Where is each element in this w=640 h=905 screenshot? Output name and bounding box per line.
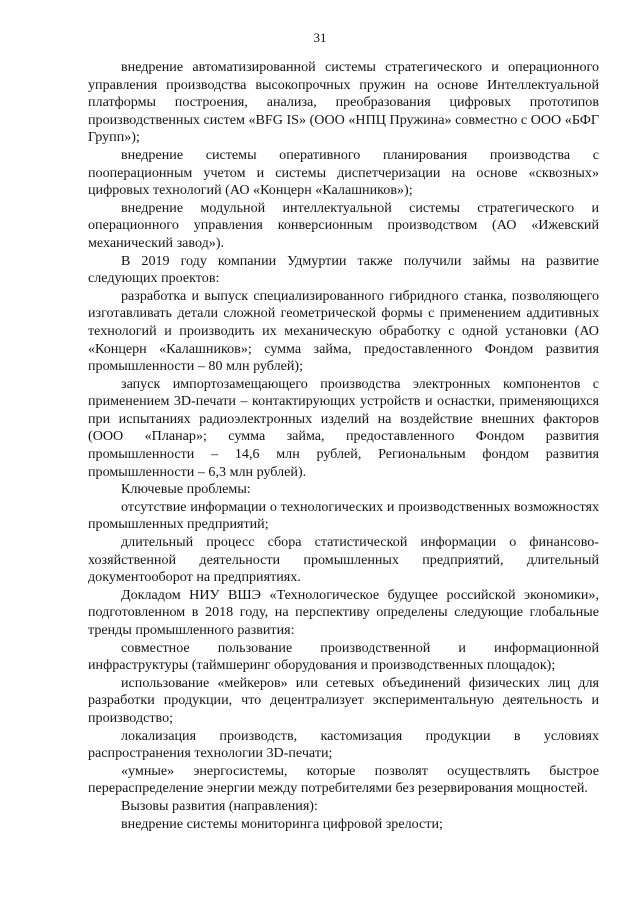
paragraph-izhmash-conversion: внедрение модульной интеллектуальной системы стратегического и операционного управления конверсионным производством (АО «Ижевский механический завод»).: [88, 199, 599, 251]
paragraph-trend-sharing: совместное пользование производственной и информационной инфраструктуры (таймшеринг оборудования и производственных площадок);: [88, 639, 599, 674]
paragraph-problem-statistics: длительный процесс сбора статистической информации о финансово-хозяйственной деятельности промышленных предприятий, длительный документооборот на предприятиях.: [88, 534, 599, 586]
paragraph-hse-report: Докладом НИУ ВШЭ «Технологическое будущее российской экономики», подготовленном в 2018 году, на перспективу определены следующие глобальные тренды промышленного развития:: [88, 586, 599, 638]
body-text: [88, 59, 599, 833]
paragraph-challenges-heading: Вызовы развития (направления):: [121, 797, 318, 814]
page-number: 31: [313, 30, 327, 45]
paragraph-digital-maturity: внедрение системы мониторинга цифровой зрелости;: [121, 815, 443, 832]
paragraph-hybrid-machine: разработка и выпуск специализированного гибридного станка, позволяющего изготавливать детали сложной геометрической формы с применением аддитивных технологий и производить их механическую обработку с одной установки (АО «Концерн «Калашников»; сумма займа, предоставленного Фондом развития промышленности – 80 млн рублей);: [88, 287, 599, 375]
paragraph-loans-intro: В 2019 году компании Удмуртии также получили займы на развитие следующих проектов:: [88, 252, 599, 287]
paragraph-kalashnikov-planning: внедрение системы оперативного планирования производства с пооперационным учетом и системы диспетчеризации на основе «сквозных» цифровых технологий (АО «Концерн «Калашников»);: [88, 146, 599, 199]
paragraph-trend-localization: локализация производств, кастомизация продукции в условиях распространения технологии 3D-печати;: [88, 727, 599, 762]
paragraph-problem-information: отсутствие информации о технологических и производственных возможностях промышленных предприятий;: [88, 498, 599, 533]
paragraph-planar-3d-printing: запуск импортозамещающего производства электронных компонентов с применением 3D-печати – контактирующих устройств и оснастки, применяющихся при испытаниях радиоэлектронных изделий на воздействие внешних факторов (ООО «Планар»; сумма займа, предоставленного Фондом развития промышленности – 14,6 млн рублей, Региональным фондом развития промышленности – 6,3 млн рублей).: [88, 375, 599, 480]
paragraph-trend-makers: использование «мейкеров» или сетевых объединений физических лиц для разработки продукции, что децентрализует экспериментальную деятельность и производство;: [88, 674, 599, 726]
paragraph-trend-smart-energy: «умные» энергосистемы, которые позволят осуществлять быстрое перераспределение энергии между потребителями без резервирования мощностей.: [88, 762, 599, 797]
paragraph-key-problems-heading: Ключевые проблемы:: [121, 481, 251, 498]
paragraph-bfg-is: внедрение автоматизированной системы стратегического и операционного управления производства высокопрочных пружин на основе Интеллектуальной платформы построения, анализа, преобразования цифровых прототипов производственных систем «BFG IS» (ООО «НПЦ Пружина» совместно с ООО «БФГ Групп»);: [88, 59, 599, 146]
